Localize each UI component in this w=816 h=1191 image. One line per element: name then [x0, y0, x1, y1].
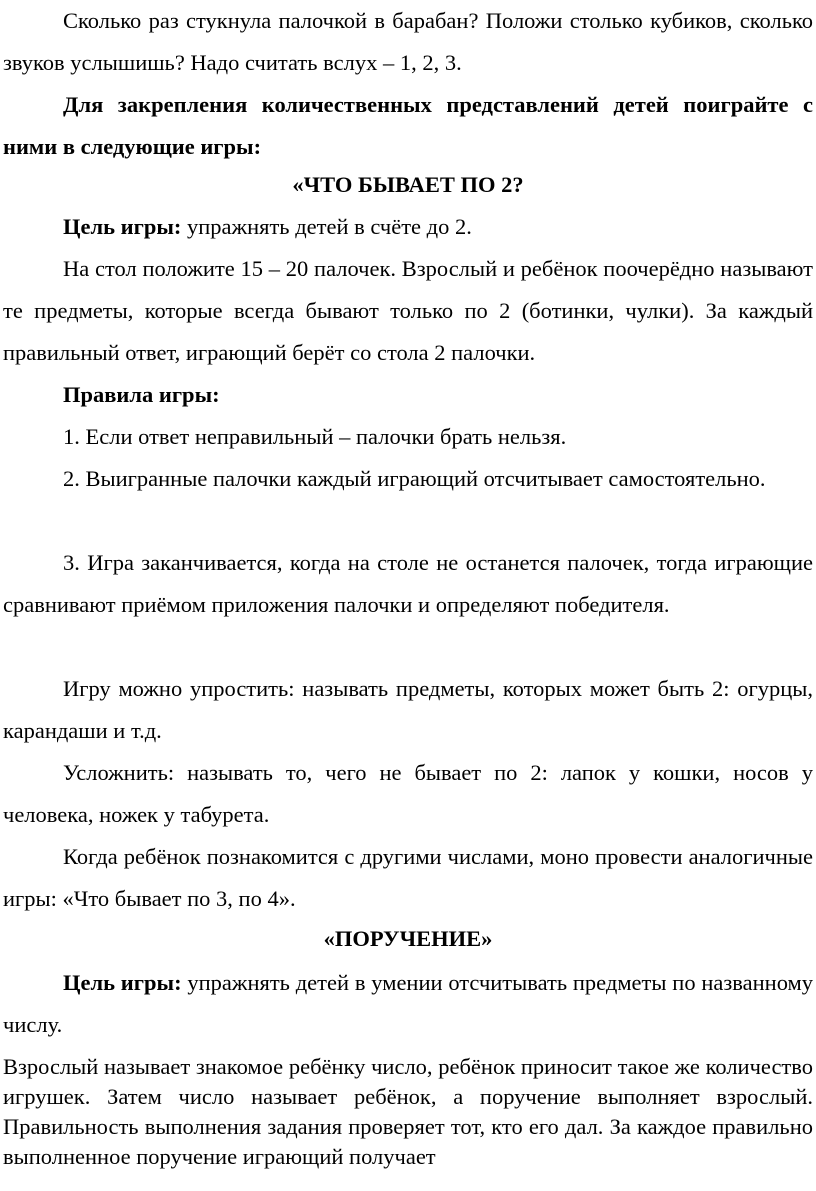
intro-paragraph: Сколько раз стукнула палочкой в барабан? Положи столько кубиков, сколько звуков услышишь? Надо считать вслух – 1, 2, 3. — [3, 8, 813, 75]
goal-label: Цель игры: — [63, 214, 182, 239]
games-intro-heading: Для закрепления количественных представлений детей поиграйте с ними в следующие игры: — [3, 92, 813, 159]
errand-description-paragraph: Взрослый называет знакомое ребёнку число, ребёнок приносит такое же количество игрушек. Затем число называет ребёнок, а поручение выполняет взрослый. Правильность выполнения задания проверяет тот, кто его дал. За каждое правильно выполненное поручение играющий получает — [3, 1054, 813, 1169]
rule-item-1: 1. Если ответ неправильный – палочки брать нельзя. — [63, 424, 567, 449]
errand-goal-paragraph — [3, 962, 813, 1046]
game-description-paragraph: На стол положите 15 – 20 палочек. Взрослый и ребёнок поочерёдно называют те предметы, которые всегда бывают только по 2 (ботинки, чулки). За каждый правильный ответ, играющий берёт со стола 2 палочки. — [3, 256, 813, 365]
game-title-what-comes-in-two: «ЧТО БЫВАЕТ ПО 2? — [292, 172, 524, 197]
game-title-errand: «ПОРУЧЕНИЕ» — [323, 926, 493, 951]
goal-label: Цель игры: — [63, 970, 182, 995]
other-numbers-paragraph: Когда ребёнок познакомится с другими числами, моно провести аналогичные игры: «Что бывает по 3, по 4». — [3, 844, 813, 911]
complicate-paragraph: Усложнить: называть то, чего не бывает по 2: лапок у кошки, носов у человека, ножек у табурета. — [3, 760, 813, 827]
game-goal-paragraph — [3, 206, 813, 248]
simplify-paragraph: Игру можно упростить: называть предметы, которых может быть 2: огурцы, карандаши и т.д. — [3, 676, 813, 743]
goal-text: упражнять детей в умении отсчитывать предметы по названному числу. — [3, 970, 814, 1037]
goal-text: упражнять детей в счёте до 2. — [181, 214, 472, 239]
rule-item-2: 2. Выигранные палочки каждый играющий отсчитывает самостоятельно. — [63, 466, 766, 491]
rule-item-3: 3. Игра заканчивается, когда на столе не останется палочек, тогда играющие сравнивают приёмом приложения палочки и определяют победителя. — [3, 550, 813, 617]
rules-heading: Правила игры: — [63, 382, 220, 407]
